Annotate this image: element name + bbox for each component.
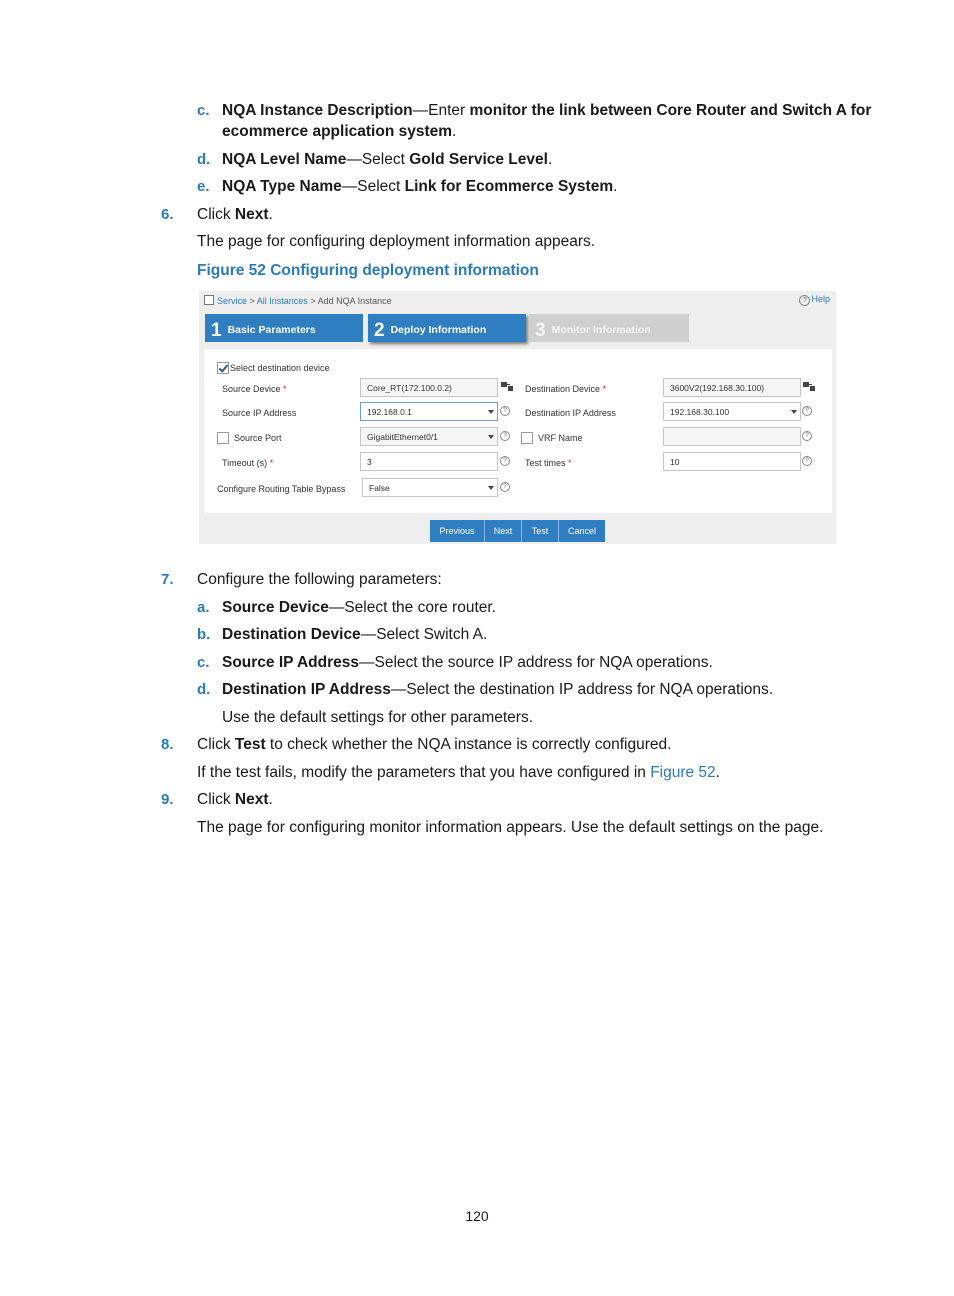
source-port-select[interactable]: GigabitEthernet0/1 bbox=[360, 427, 498, 446]
previous-button[interactable]: Previous bbox=[430, 520, 485, 542]
routing-bypass-label: Configure Routing Table Bypass bbox=[217, 484, 346, 494]
help-icon[interactable]: ? bbox=[802, 431, 812, 441]
step6-text: Click Next. bbox=[197, 206, 273, 223]
test-times-input[interactable]: 10 bbox=[663, 452, 801, 471]
substep-marker-d2: d. bbox=[197, 681, 211, 698]
test-button[interactable]: Test bbox=[522, 520, 559, 542]
chevron-down-icon bbox=[488, 410, 494, 414]
breadcrumb-service-link[interactable]: Service bbox=[217, 296, 248, 306]
select-destination-label: Select destination device bbox=[230, 363, 330, 373]
tab-monitor-information[interactable]: 3 Monitor Information bbox=[529, 314, 689, 342]
help-icon[interactable]: ? bbox=[500, 431, 510, 441]
substep-c-label: NQA Instance Description bbox=[222, 102, 413, 119]
chevron-down-icon bbox=[488, 486, 494, 490]
timeout-input[interactable]: 3 bbox=[360, 452, 498, 471]
routing-bypass-select[interactable]: False bbox=[362, 478, 498, 497]
device-select-icon[interactable] bbox=[501, 382, 513, 392]
breadcrumb-current: Add NQA Instance bbox=[317, 296, 392, 306]
step-marker-8: 8. bbox=[161, 736, 174, 753]
step8-note: If the test fails, modify the parameters that you have configured in Figure 52. bbox=[197, 764, 720, 781]
vrf-name-checkbox[interactable] bbox=[521, 432, 533, 444]
step-marker-7: 7. bbox=[161, 571, 174, 588]
step-marker-9: 9. bbox=[161, 791, 174, 808]
breadcrumb: Service > All Instances > Add NQA Instance bbox=[204, 295, 392, 306]
substep-c-line1: NQA Instance Description—Enter monitor the link between Core Router and Switch A for bbox=[222, 102, 872, 119]
breadcrumb-all-instances-link[interactable]: All Instances bbox=[256, 296, 308, 306]
destination-device-field[interactable]: 3600V2(192.168.30.100) bbox=[663, 378, 801, 397]
chevron-down-icon bbox=[791, 410, 797, 414]
select-destination-checkbox[interactable] bbox=[217, 362, 229, 374]
substep-marker-d: d. bbox=[197, 151, 211, 168]
vrf-name-label: VRF Name bbox=[538, 433, 583, 443]
help-icon[interactable]: ? bbox=[500, 456, 510, 466]
source-port-label: Source Port bbox=[234, 433, 282, 443]
step7-d-text: Destination IP Address—Select the destination IP address for NQA operations. bbox=[222, 681, 774, 698]
step9-note: The page for configuring monitor information appears. Use the default settings on the page. bbox=[197, 819, 824, 836]
help-link[interactable]: ? Help bbox=[799, 294, 830, 306]
page-number: 120 bbox=[465, 1208, 489, 1224]
test-times-label: Test times * bbox=[525, 458, 572, 468]
vrf-name-input[interactable] bbox=[663, 427, 801, 446]
substep-marker-a: a. bbox=[197, 599, 210, 616]
tab-deploy-information[interactable]: 2 Deploy Information bbox=[368, 314, 526, 342]
figure-caption: Figure 52 Configuring deployment information bbox=[197, 262, 539, 279]
step6-note: The page for configuring deployment information appears. bbox=[197, 233, 596, 250]
source-device-field[interactable]: Core_RT(172.100.0.2) bbox=[360, 378, 498, 397]
substep-d-text: NQA Level Name—Select Gold Service Level. bbox=[222, 151, 553, 168]
help-icon[interactable]: ? bbox=[802, 456, 812, 466]
tab-basic-parameters[interactable]: 1 Basic Parameters bbox=[205, 314, 363, 342]
device-select-icon[interactable] bbox=[803, 382, 815, 392]
cancel-button[interactable]: Cancel bbox=[559, 520, 605, 542]
step8-text: Click Test to check whether the NQA instance is correctly configured. bbox=[197, 736, 672, 753]
destination-ip-select[interactable]: 192.168.30.100 bbox=[663, 402, 801, 421]
chevron-down-icon bbox=[488, 435, 494, 439]
figure-52-link[interactable]: Figure 52 bbox=[650, 764, 716, 781]
source-ip-select[interactable]: 192.168.0.1 bbox=[360, 402, 498, 421]
timeout-label: Timeout (s) * bbox=[222, 458, 274, 468]
step9-text: Click Next. bbox=[197, 791, 273, 808]
substep-c-line2: ecommerce application system. bbox=[222, 123, 457, 140]
source-device-label: Source Device * bbox=[222, 384, 287, 394]
step7-note: Use the default settings for other parameters. bbox=[222, 709, 534, 726]
deploy-form-panel bbox=[204, 349, 832, 513]
help-icon[interactable]: ? bbox=[500, 482, 510, 492]
destination-ip-label: Destination IP Address bbox=[525, 408, 616, 418]
step7-b-text: Destination Device—Select Switch A. bbox=[222, 626, 488, 643]
help-icon[interactable]: ? bbox=[802, 406, 812, 416]
substep-marker-c2: c. bbox=[197, 654, 210, 671]
page-icon bbox=[204, 295, 214, 305]
figure-screenshot bbox=[199, 291, 836, 544]
substep-marker-e: e. bbox=[197, 178, 210, 195]
step7-c-text: Source IP Address—Select the source IP address for NQA operations. bbox=[222, 654, 713, 671]
help-icon[interactable]: ? bbox=[500, 406, 510, 416]
source-port-checkbox[interactable] bbox=[217, 432, 229, 444]
substep-e-text: NQA Type Name—Select Link for Ecommerce System. bbox=[222, 178, 618, 195]
help-icon: ? bbox=[799, 295, 810, 306]
step7-a-text: Source Device—Select the core router. bbox=[222, 599, 496, 616]
destination-device-label: Destination Device * bbox=[525, 384, 607, 394]
substep-marker-c: c. bbox=[197, 102, 210, 119]
step-marker-6: 6. bbox=[161, 206, 174, 223]
source-ip-label: Source IP Address bbox=[222, 408, 297, 418]
next-button[interactable]: Next bbox=[485, 520, 522, 542]
step7-text: Configure the following parameters: bbox=[197, 571, 442, 588]
substep-marker-b: b. bbox=[197, 626, 211, 643]
